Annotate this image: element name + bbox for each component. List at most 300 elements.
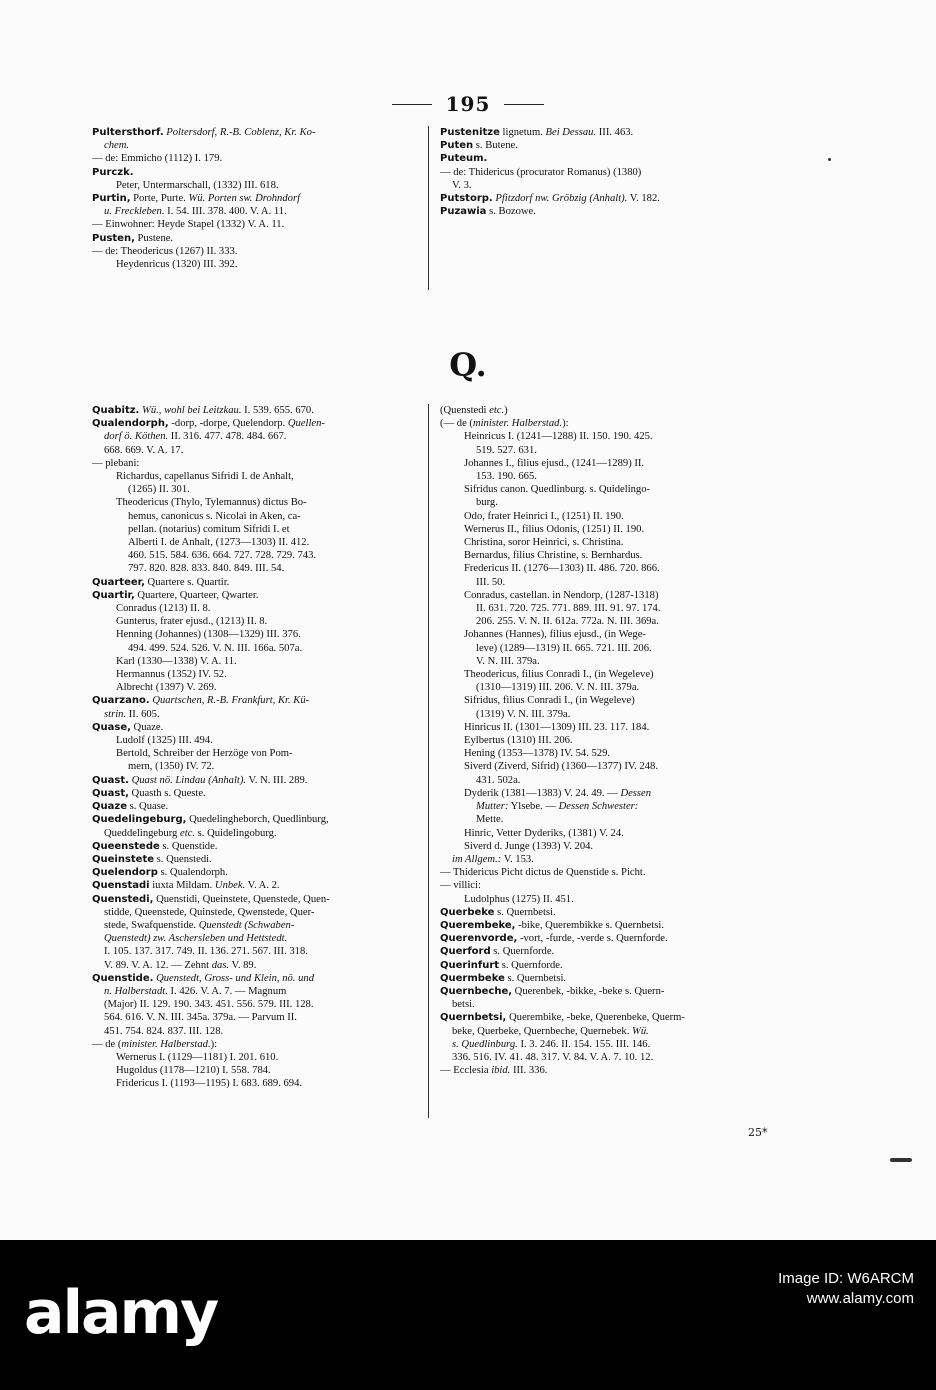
entry-line (440, 536, 800, 549)
headword: Qualendorph, (92, 418, 169, 430)
entry-text: II. 316. 477. 478. 484. 667. (168, 431, 287, 443)
entry-line (440, 998, 800, 1011)
entry-text: Queddelingeburg (104, 827, 181, 839)
entry-text: stede, Swafquenstide. (104, 919, 199, 931)
entry-text: mern, (1350) IV. 72. (128, 761, 215, 773)
entry-text: Porte, Purte. (130, 193, 189, 205)
entry-line (440, 549, 800, 562)
entry-text: Hening (1353—1378) IV. 54. 529. (464, 748, 611, 760)
entry-text: strin. (104, 708, 127, 720)
header-rule-right (504, 104, 544, 105)
entry-text: ): (210, 1038, 218, 1050)
entry-text: 564. 616. V. N. III. 345a. 379a. — Parvum II. (104, 1012, 297, 1024)
headword: Queenstede (92, 840, 160, 852)
entry-line (92, 430, 422, 443)
signature-mark: 25* (748, 1126, 768, 1139)
entry-line (440, 1011, 800, 1024)
entry-line (440, 655, 800, 668)
entry-line (92, 602, 422, 615)
entry-line (92, 166, 422, 179)
entry-line (92, 827, 422, 840)
entry-line (92, 919, 422, 932)
entry-text: Hugoldus (1178—1210) I. 558. 784. (116, 1065, 271, 1077)
entry-line (92, 510, 422, 523)
entry-text: Dessen Schwester: (558, 801, 639, 813)
entry-text: 519. 527. 631. (476, 444, 537, 456)
headword: Querford (440, 946, 491, 958)
entry-line (440, 562, 800, 575)
entry-text: Hermannus (1352) IV. 52. (116, 669, 227, 681)
headword: Quase, (92, 721, 131, 733)
entry-text: I. 426. V. A. 7. — Magnum (167, 985, 287, 997)
entry-text: stidde, Queenstede, Quinstede, Qwenstede, Quer- (104, 906, 315, 918)
headword: Quernbetsi, (440, 1012, 507, 1024)
entry-line (92, 945, 422, 958)
watermark-banner (0, 1240, 936, 1390)
headword: Quarzano. (92, 695, 150, 707)
entry-line (440, 430, 800, 443)
stray-mark (828, 158, 831, 161)
entry-line (440, 734, 800, 747)
entry-text: Siverd (Ziverd, Sifrid) (1360—1377) IV. 248. (464, 761, 658, 773)
entry-line (440, 694, 800, 707)
entry-text: s. Qualendorph. (157, 867, 228, 879)
entry-line (92, 179, 422, 192)
entry-text: s. Quernbetsi. (504, 972, 567, 984)
entry-text: hemus, canonicus s. Nicolai in Aken, ca- (128, 510, 301, 522)
site-url: www.alamy.com (806, 1290, 914, 1307)
entry-text: V. N. III. 379a. (476, 655, 540, 667)
entry-text: Mette. (476, 814, 504, 826)
page-header (0, 92, 936, 116)
entry-text: (Quenstedi (440, 405, 490, 416)
entry-line (440, 417, 800, 430)
entry-line (92, 813, 422, 826)
entry-line (440, 800, 800, 813)
entry-line (440, 853, 800, 866)
entry-line (92, 760, 422, 773)
entry-line (440, 576, 800, 589)
headword: Querenvorde, (440, 933, 518, 945)
entry-text: V. 3. (452, 179, 472, 191)
entry-line (92, 734, 422, 747)
entry-line (92, 152, 422, 165)
entry-text: — Ecclesia (440, 1065, 492, 1077)
entry-line (440, 1025, 800, 1038)
entry-line (92, 655, 422, 668)
entry-text: Conradus, castellan. in Nendorp, (1287-1318) (464, 589, 659, 601)
headword: Quelendorp (92, 867, 158, 879)
entry-line (440, 721, 800, 734)
entry-text: Quenstedt) zw. Aschersleben und Hettstedt. (104, 933, 288, 945)
entry-line (440, 126, 800, 139)
entry-text: III. 463. (596, 127, 634, 138)
entry-text: Quenstedt (Schwaben- (198, 919, 295, 931)
entry-text: Quenstidi, Queinstete, Quenstede, Quen- (153, 893, 330, 905)
entry-text: III. 50. (476, 576, 506, 588)
entry-line (440, 483, 800, 496)
entry-line (92, 774, 422, 787)
entry-line (92, 998, 422, 1011)
scan-artifact (890, 1158, 912, 1162)
entry-text: Quaze. (130, 721, 164, 733)
entry-line (440, 205, 800, 218)
entry-text: Albrecht (1397) V. 269. (116, 682, 217, 694)
entry-line (92, 747, 422, 760)
entry-text: Conradus (1213) II. 8. (116, 603, 211, 615)
right-column (440, 404, 800, 1077)
entry-text: Sifridus, filius Conradi I., (in Wegeleve) (464, 695, 635, 707)
entry-line (92, 932, 422, 945)
section-letter: Q. (449, 346, 487, 384)
entry-line (440, 866, 800, 879)
entry-line (92, 232, 422, 245)
left-column (92, 404, 422, 1091)
entry-line (92, 787, 422, 800)
entry-line (440, 523, 800, 536)
entry-line (440, 668, 800, 681)
entry-line (92, 496, 422, 509)
entry-text: V. 89. V. A. 12. — Zehnt (104, 959, 212, 971)
headword: Quaze (92, 801, 127, 813)
top-right-column (440, 126, 800, 218)
entry-text: Wü., wohl bei Leitzkau. (142, 405, 242, 416)
headword: Pustenitze (440, 127, 500, 138)
entry-line (92, 192, 422, 205)
entry-text: Quellen- (287, 418, 325, 430)
entry-text: Wü. Porten sw. Drohndorf (188, 193, 301, 205)
entry-text: Eylbertus (1310) III. 206. (464, 735, 573, 747)
entry-line (440, 879, 800, 892)
entry-line (440, 444, 800, 457)
entry-line (440, 1064, 800, 1077)
entry-text: Siverd d. Junge (1393) V. 204. (464, 840, 594, 852)
entry-text: Fridericus I. (1193—1195) I. 683. 689. 694. (116, 1078, 303, 1090)
entry-text: — de ( (92, 1038, 122, 1050)
entry-line (440, 760, 800, 773)
entry-text: chem. (104, 140, 129, 152)
entry-text: im Allgem.: (452, 853, 502, 865)
entry-line (92, 457, 422, 470)
entry-line (440, 840, 800, 853)
headword: Quermbeke (440, 972, 505, 984)
entry-line (440, 192, 800, 205)
headword: Quast, (92, 787, 129, 799)
entry-line (92, 681, 422, 694)
entry-line (92, 866, 422, 879)
entry-text: — de: Theodericus (1267) II. 333. (92, 245, 238, 257)
headword: Quedelingeburg, (92, 814, 187, 826)
top-column-divider (428, 126, 429, 290)
entry-text: burg. (476, 497, 498, 509)
entry-line (440, 496, 800, 509)
entry-line (92, 879, 422, 892)
entry-line (440, 972, 800, 985)
entry-text: III. 336. (510, 1065, 548, 1077)
entry-line (92, 258, 422, 271)
banner-labels (778, 1270, 914, 1307)
entry-line (92, 444, 422, 457)
entry-line (92, 840, 422, 853)
entry-text: 460. 515. 584. 636. 664. 727. 728. 729. 743. (128, 550, 317, 562)
entry-text: s. Quenstedi. (154, 853, 212, 865)
entry-text: lignetum. (499, 127, 546, 138)
entry-text: leve) (1289—1319) II. 665. 721. III. 206. (476, 642, 652, 654)
entry-text: betsi. (452, 999, 475, 1011)
headword: Quenstide. (92, 972, 154, 984)
entry-text: I. 3. 246. II. 154. 155. III. 146. (517, 1038, 651, 1050)
entry-text: I. 539. 655. 670. (241, 405, 314, 416)
entry-text: Quartschen, R.-B. Frankfurt, Kr. Kü- (152, 695, 310, 707)
entry-line (92, 959, 422, 972)
headword: Quernbeche, (440, 985, 513, 997)
entry-line (440, 919, 800, 932)
headword: Quenstedi, (92, 893, 154, 905)
entry-text: Dyderik (1381—1383) V. 24. 49. — (464, 787, 621, 799)
entry-line (92, 708, 422, 721)
headword: Quarteer, (92, 576, 145, 588)
entry-line (92, 906, 422, 919)
main-column-divider (428, 404, 429, 1118)
entry-line (92, 694, 422, 707)
entry-text: 153. 190. 665. (476, 471, 537, 483)
entry-text: V. A. 2. (245, 880, 280, 892)
entry-line (440, 932, 800, 945)
entry-text: 494. 499. 524. 526. V. N. III. 166a. 507a. (128, 642, 303, 654)
headword: Putstorp. (440, 193, 493, 205)
entry-text: Sifridus canon. Quedlinburg. s. Quidelingo- (464, 484, 651, 496)
entry-text: s. Quedlinburg. (452, 1038, 518, 1050)
entry-line (440, 708, 800, 721)
entry-text: Christina, soror Heinrici, s. Christina. (464, 537, 624, 549)
entry-line (92, 668, 422, 681)
entry-line (440, 615, 800, 628)
entry-line (440, 139, 800, 152)
entry-text: Wernerus I. (1129—1181) I. 201. 610. (116, 1051, 279, 1063)
entry-text: Bernardus, filius Christine, s. Bernhardus. (464, 550, 643, 562)
entry-text: 668. 669. V. A. 17. (104, 444, 184, 456)
entry-line (92, 205, 422, 218)
entry-text: Quedelingheborch, Quedlinburg, (186, 814, 329, 826)
entry-text: s. Quase. (126, 801, 169, 813)
entry-line (92, 589, 422, 602)
entry-text: Quast nö. Lindau (Anhalt). (131, 774, 247, 786)
entry-line (92, 549, 422, 562)
headword: Puteum. (440, 153, 488, 165)
entry-text: Heydenricus (1320) III. 392. (116, 259, 238, 271)
headword: Purczk. (92, 166, 134, 178)
headword: Querinfurt (440, 959, 500, 971)
entry-line (92, 893, 422, 906)
headword: Queinstete (92, 853, 155, 865)
entry-text: Johannes I., filius ejusd., (1241—1289) II. (464, 457, 645, 469)
entry-text: Quartere, Quarteer, Qwarter. (134, 589, 259, 601)
entry-text: -bike, Querembikke s. Quernbetsi. (515, 919, 665, 931)
entry-text: — Thidericus Picht dictus de Quenstide s. Picht. (440, 867, 646, 879)
headword: Quabitz. (92, 405, 140, 416)
entry-line (440, 602, 800, 615)
entry-line (440, 152, 800, 165)
entry-line (440, 906, 800, 919)
entry-text: Heinricus I. (1241—1288) II. 150. 190. 425. (464, 431, 653, 443)
entry-text: — Einwohner: Heyde Stapel (1332) V. A. 11. (92, 219, 285, 231)
entry-text: s. Quernforde. (490, 946, 555, 958)
entry-text: Ludolf (1325) III. 494. (116, 735, 213, 747)
headword: Querembeke, (440, 919, 516, 931)
headword: Querbeke (440, 906, 495, 918)
entry-text: 206. 255. V. N. II. 612a. 772a. N. III. 369a. (476, 616, 659, 628)
entry-line (440, 893, 800, 906)
entry-text: Quenstedt, Gross- und Klein, nö. und (156, 972, 314, 984)
entry-line (92, 576, 422, 589)
entry-text: minister. Halberstad. (472, 418, 563, 430)
entry-line (440, 457, 800, 470)
entry-text: Bei Dessau. (545, 127, 597, 138)
entry-text: 431. 502a. (476, 774, 521, 786)
entry-text: — plebani: (92, 457, 140, 469)
headword: Purtin, (92, 193, 131, 205)
entry-line (92, 417, 422, 430)
entry-text: ) (504, 405, 508, 416)
entry-text: Poltersdorf, R.-B. Coblenz, Kr. Ko- (163, 127, 316, 138)
entry-text: — villici: (440, 880, 481, 892)
entry-line (92, 1051, 422, 1064)
entry-line (92, 139, 422, 152)
entry-text: Gunterus, frater ejusd., (1213) II. 8. (116, 616, 268, 628)
headword: Puten (440, 140, 474, 152)
entry-text: -vort, -furde, -verde s. Quernforde. (517, 933, 668, 945)
headword: Quartir, (92, 589, 135, 601)
entry-text: Pustene. (134, 232, 174, 244)
entry-text: 797. 820. 828. 833. 840. 849. III. 54. (128, 563, 285, 575)
entry-text: s. Bozowe. (486, 206, 536, 218)
alamy-logo: alamy (24, 1278, 218, 1348)
entry-text: (1310—1319) III. 206. V. N. III. 379a. (476, 682, 640, 694)
entry-text: s. Quernforde. (499, 959, 563, 971)
entry-text: das. (211, 959, 230, 971)
entry-line (92, 523, 422, 536)
headword: Puzawia (440, 206, 487, 218)
entry-text: Ludolphus (1275) II. 451. (464, 893, 574, 905)
entry-line (92, 245, 422, 258)
entry-text: — de: Emmicho (1112) I. 179. (92, 153, 223, 165)
entry-line (92, 721, 422, 734)
entry-line (440, 642, 800, 655)
entry-line (92, 972, 422, 985)
entry-text: Bertold, Schreiber der Herzöge von Pom- (116, 748, 293, 760)
entry-line (440, 774, 800, 787)
entry-text: I. 54. III. 378. 400. V. A. 11. (164, 206, 287, 218)
entry-text: Theodericus, filius Conradi I., (in Wegeleve) (464, 669, 654, 681)
entry-text: etc. (489, 405, 505, 416)
entry-text: (— de ( (440, 418, 473, 430)
entry-text: Hinricus II. (1301—1309) III. 23. 117. 184. (464, 721, 650, 733)
entry-text: Quasth s. Queste. (128, 787, 206, 799)
entry-text: ibid. (491, 1065, 511, 1077)
entry-text: V. 153. (501, 853, 534, 865)
entry-text: u. Freckleben. (104, 206, 165, 218)
entry-line (92, 628, 422, 641)
entry-line (92, 853, 422, 866)
entry-text: minister. Halberstad. (121, 1038, 211, 1050)
entry-line (92, 1011, 422, 1024)
entry-line (92, 800, 422, 813)
entry-text: 336. 516. IV. 41. 48. 317. V. 84. V. A. 7. 10. 12. (452, 1051, 654, 1063)
entry-line (92, 562, 422, 575)
entry-text: Wernerus II., filius Odonis, (1251) II. 190. (464, 523, 645, 535)
entry-text: Unbek. (214, 880, 246, 892)
entry-line (92, 483, 422, 496)
entry-line (440, 1038, 800, 1051)
entry-text: -dorp, -dorpe, Quelendorp. (168, 418, 288, 430)
entry-text: ): (562, 418, 569, 430)
headword: Quenstadi (92, 880, 150, 892)
entry-line (92, 1077, 422, 1090)
headword: Pusten, (92, 232, 135, 244)
entry-text: Richardus, capellanus Sifridi I. de Anhalt, (116, 471, 294, 483)
entry-text: V. N. III. 289. (246, 774, 308, 786)
entry-line (440, 166, 800, 179)
entry-line (92, 1038, 422, 1051)
entry-text: Theodericus (Thylo, Tylemannus) dictus Bo- (116, 497, 307, 509)
entry-text: etc. (180, 827, 196, 839)
entry-line (440, 179, 800, 192)
entry-text: pellan. (notarius) comitum Sifridi I. et (128, 523, 290, 535)
entry-line (92, 218, 422, 231)
entry-text: Ylsebe. — (508, 801, 559, 813)
entry-text: (Major) II. 129. 190. 343. 451. 556. 579. III. 128. (104, 999, 314, 1011)
entry-line (440, 1051, 800, 1064)
entry-text: s. Butene. (473, 140, 518, 152)
entry-line (440, 827, 800, 840)
entry-line (440, 470, 800, 483)
entry-line (440, 510, 800, 523)
entry-text: dorf ö. Köthen. (104, 431, 169, 443)
entry-text: beke, Querbeke, Quernbeche, Quernebek. (452, 1025, 633, 1037)
entry-text: Mutter: (476, 801, 509, 813)
entry-line (440, 747, 800, 760)
entry-text: I. 105. 137. 317. 749. II. 136. 271. 567. III. 318. (104, 946, 308, 958)
entry-line (92, 536, 422, 549)
header-rule-left (392, 104, 432, 105)
entry-text: Peter, Untermarschall, (1332) III. 618. (116, 179, 279, 191)
headword: Quast. (92, 774, 129, 786)
entry-text: V. 182. (627, 193, 660, 205)
entry-text: Wü. (632, 1025, 649, 1037)
entry-line (440, 959, 800, 972)
entry-text: Hinric, Vetter Dyderiks, (1381) V. 24. (464, 827, 624, 839)
entry-line (92, 1064, 422, 1077)
entry-text: s. Quidelingoburg. (195, 827, 277, 839)
entry-text: (1319) V. N. III. 379a. (476, 708, 571, 720)
entry-text: Henning (Johannes) (1308—1329) III. 376. (116, 629, 301, 641)
entry-line (440, 985, 800, 998)
entry-line (440, 945, 800, 958)
entry-line (440, 628, 800, 641)
entry-line (440, 787, 800, 800)
entry-text: Querenbek, -bikke, -beke s. Quern- (512, 985, 665, 997)
entry-text: s. Quenstide. (159, 840, 218, 852)
entry-text: V. 89. (229, 959, 257, 971)
entry-text: n. Halberstadt. (104, 985, 168, 997)
entry-text: Fredericus II. (1276—1303) II. 486. 720. 866. (464, 563, 660, 575)
entry-line (440, 813, 800, 826)
entry-text: Dessen (620, 787, 652, 799)
image-id-label: Image ID: W6ARCM (778, 1270, 914, 1287)
entry-line (92, 642, 422, 655)
entry-text: Odo, frater Heinrici I., (1251) II. 190. (464, 510, 624, 522)
entry-line (440, 589, 800, 602)
